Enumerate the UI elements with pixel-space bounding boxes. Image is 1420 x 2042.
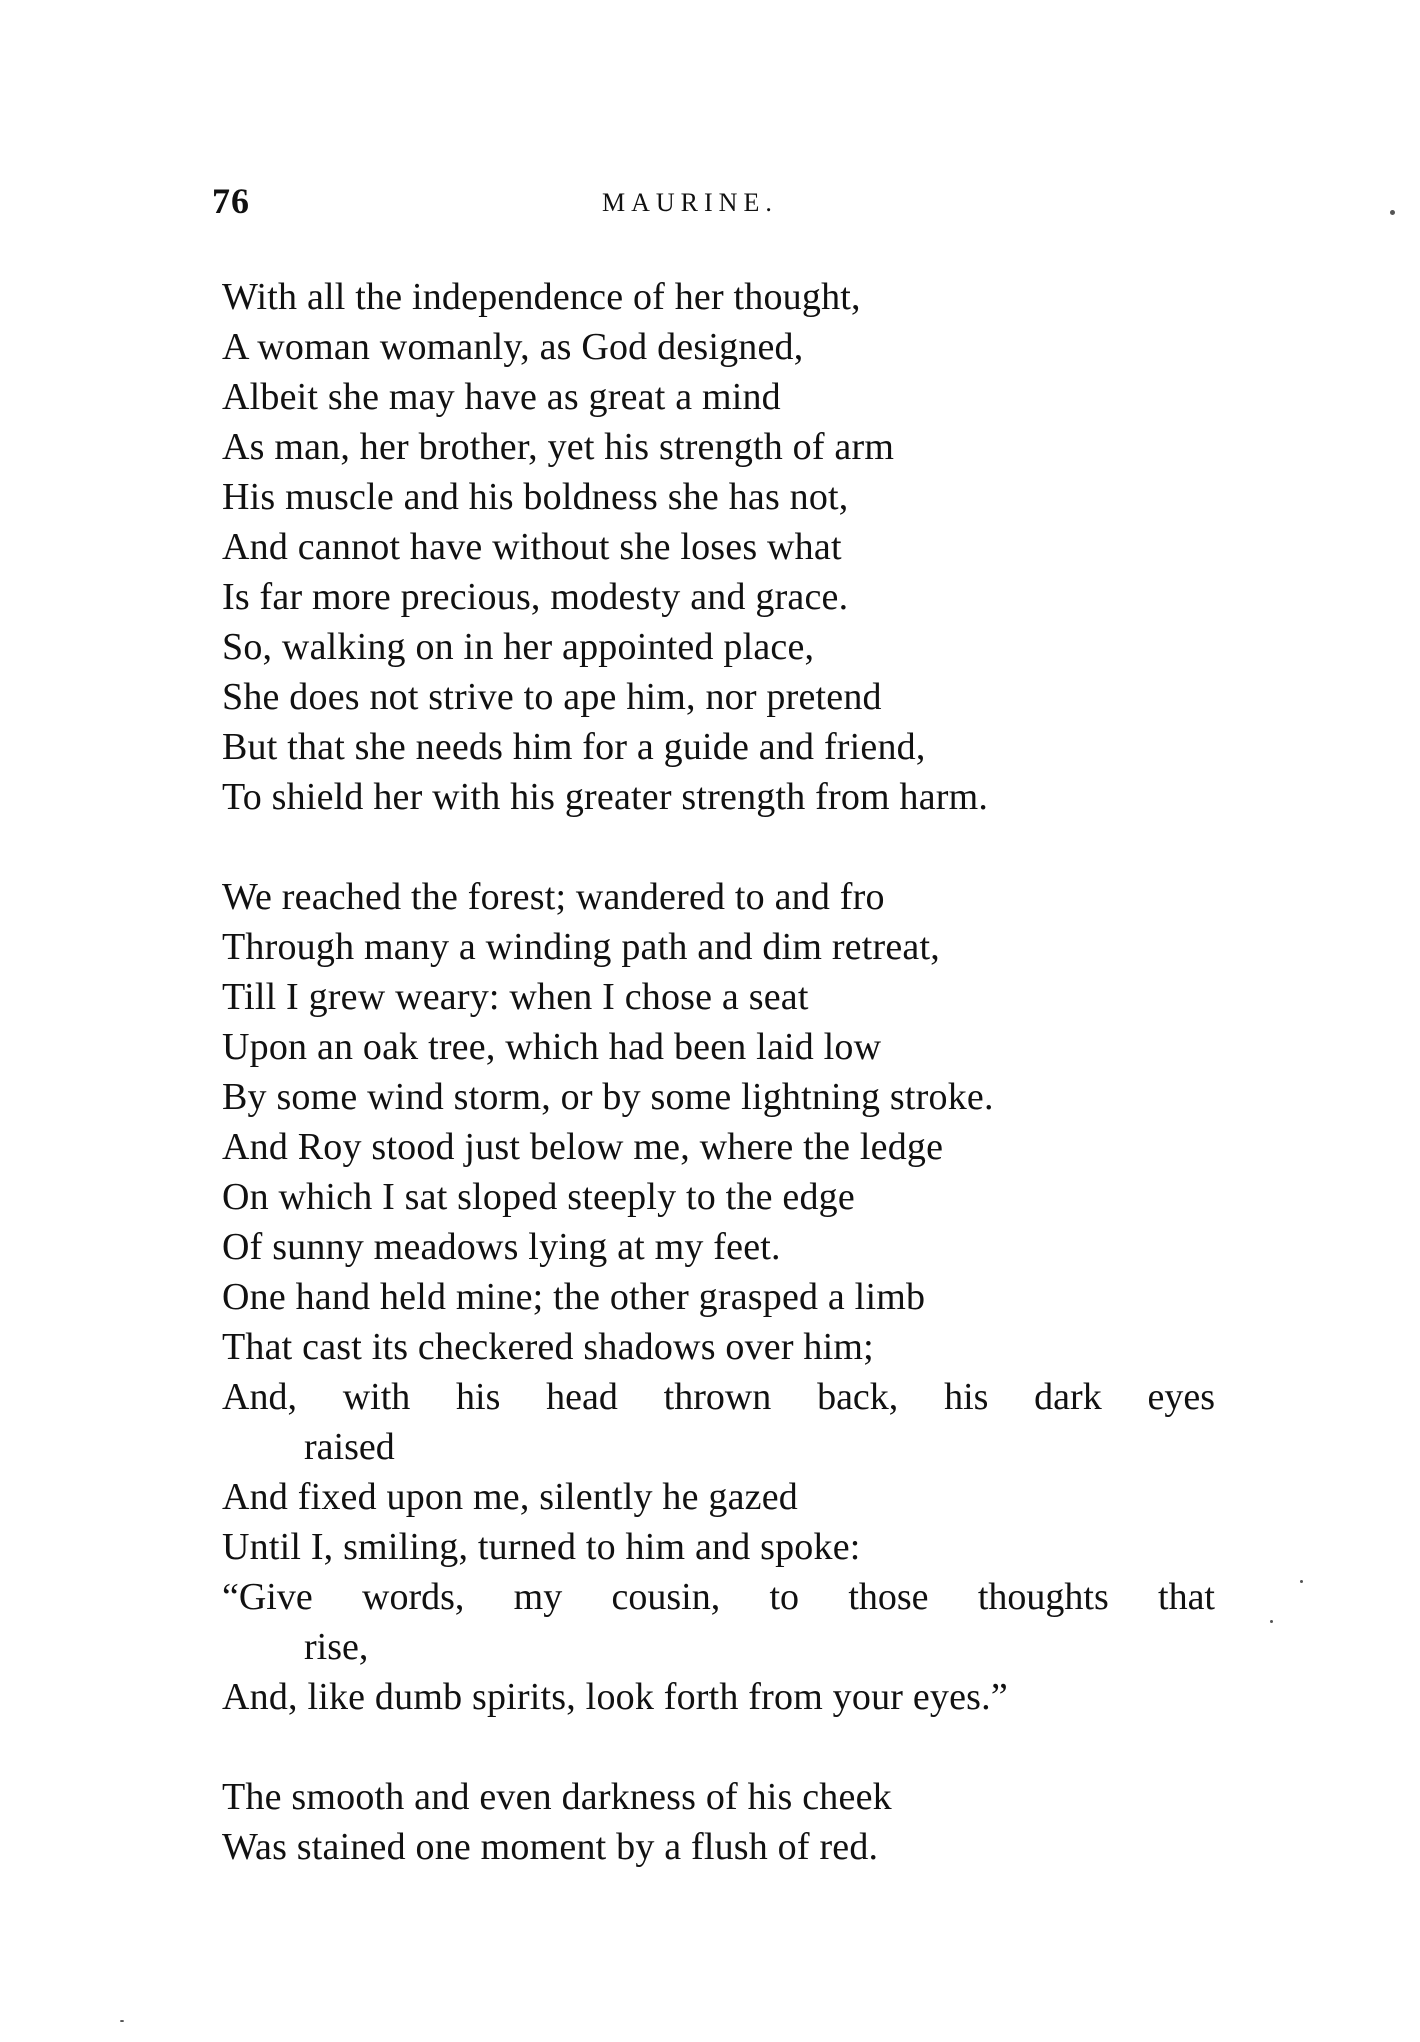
poem-line: Was stained one moment by a flush of red. [222, 1826, 879, 1868]
poem-line: By some wind storm, or by some lightning stroke. [222, 1076, 994, 1118]
poem-line: One hand held mine; the other grasped a limb [222, 1276, 926, 1318]
poem-line: And, with his head thrown back, his dark eyes [222, 1376, 1215, 1418]
poem-line: And, like dumb spirits, look forth from your eyes.” [222, 1676, 1008, 1718]
stanza [222, 1772, 1222, 1872]
poem-line: Through many a winding path and dim retreat, [222, 926, 940, 968]
poem-line: That cast its checkered shadows over him; [222, 1326, 874, 1368]
page-header [212, 180, 1212, 240]
poem-line: His muscle and his boldness she has not, [222, 476, 849, 518]
poem-line: And fixed upon me, silently he gazed [222, 1476, 798, 1518]
poem-line: Is far more precious, modesty and grace. [222, 576, 849, 618]
poem-line: The smooth and even darkness of his cheek [222, 1776, 892, 1818]
poem-line: Until I, smiling, turned to him and spoke: [222, 1526, 861, 1568]
poem-line-continuation: rise, [304, 1626, 369, 1668]
poem-line: She does not strive to ape him, nor pretend [222, 676, 882, 718]
scan-speck [1390, 210, 1395, 215]
poem-line: So, walking on in her appointed place, [222, 626, 815, 668]
poem-line: “Give words, my cousin, to those thoughts that [222, 1576, 1215, 1618]
poem-body [222, 272, 1222, 1872]
poem-line-continuation: raised [304, 1426, 395, 1468]
stanza [222, 872, 1222, 1722]
poem-line: Of sunny meadows lying at my feet. [222, 1226, 781, 1268]
poem-line: A woman womanly, as God designed, [222, 326, 804, 368]
page-number: 76 [212, 181, 250, 221]
scan-speck [1300, 1580, 1303, 1583]
poem-line: And Roy stood just below me, where the ledge [222, 1126, 944, 1168]
poem-line: And cannot have without she loses what [222, 526, 842, 568]
scan-speck [120, 2020, 124, 2022]
poem-line: With all the independence of her thought, [222, 276, 861, 318]
poem-line: As man, her brother, yet his strength of arm [222, 426, 895, 468]
running-title: MAURINE. [602, 188, 778, 217]
poem-line: Albeit she may have as great a mind [222, 376, 781, 418]
scan-speck [1270, 1620, 1273, 1623]
poem-line: Upon an oak tree, which had been laid low [222, 1026, 882, 1068]
poem-line: Till I grew weary: when I chose a seat [222, 976, 809, 1018]
poem-line: To shield her with his greater strength from harm. [222, 776, 989, 818]
poem-line: We reached the forest; wandered to and fro [222, 876, 885, 918]
poem-line: But that she needs him for a guide and friend, [222, 726, 926, 768]
stanza [222, 272, 1222, 822]
poem-line: On which I sat sloped steeply to the edge [222, 1176, 855, 1218]
